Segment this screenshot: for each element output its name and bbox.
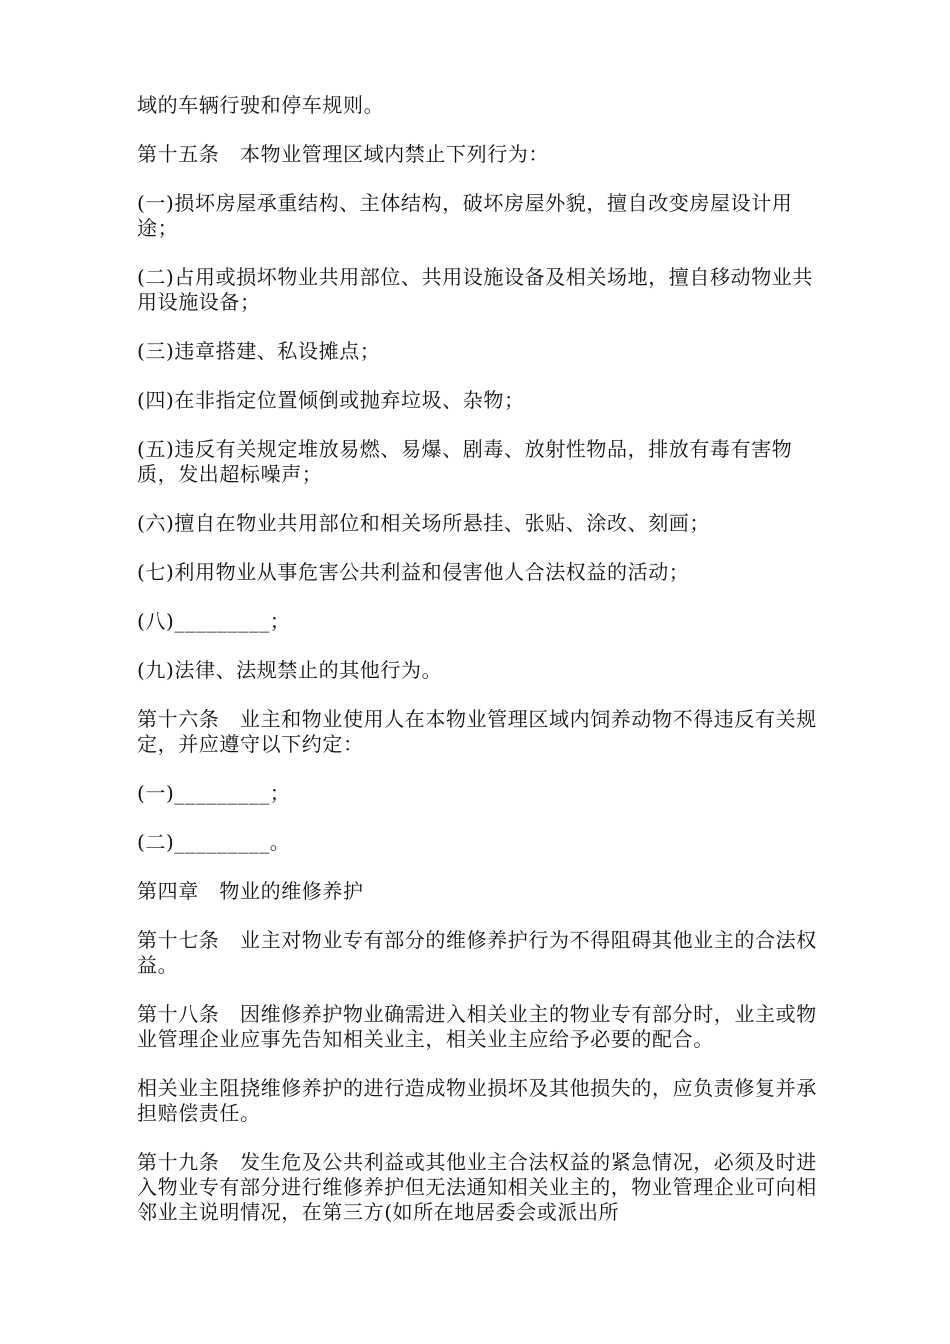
paragraph-article-15-item-5: (五)违反有关规定堆放易燃、易爆、剧毒、放射性物品，排放有毒有害物质，发出超标噪声； <box>137 437 793 486</box>
paragraph-rule-14-end: 域的车辆行驶和停车规则。 <box>137 93 385 117</box>
paragraph-article-15-item-4: (四)在非指定位置倾倒或抛弃垃圾、杂物； <box>137 388 525 412</box>
paragraph-article-15-item-6: (六)擅自在物业共用部位和相关场所悬挂、张贴、涂改、刻画； <box>137 511 711 535</box>
paragraph-article-19: 第十九条 发生危及公共利益或其他业主合法权益的紧急情况，必须及时进入物业专有部分进行维修养护但无法通知相关业主的，物业管理企业可向相邻业主说明情况，在第三方(如所在地居委会或派出所 <box>137 1150 817 1224</box>
chapter-4-heading: 第四章 物业的维修养护 <box>137 879 364 903</box>
paragraph-article-18: 第十八条 因维修养护物业确需进入相关业主的物业专有部分时，业主或物业管理企业应事先告知相关业主，相关业主应给予必要的配合。 <box>137 1002 817 1051</box>
paragraph-article-15: 第十五条 本物业管理区域内禁止下列行为： <box>137 142 549 166</box>
paragraph-article-17: 第十七条 业主对物业专有部分的维修养护行为不得阻碍其他业主的合法权益。 <box>137 928 817 977</box>
paragraph-article-15-item-9: (九)法律、法规禁止的其他行为。 <box>137 658 443 682</box>
paragraph-article-15-item-8-blank: (八)_________； <box>137 609 291 633</box>
document-body <box>137 93 821 1249</box>
paragraph-article-18-cont: 相关业主阻挠维修养护的进行造成物业损坏及其他损失的，应负责修复并承担赔偿责任。 <box>137 1076 817 1125</box>
paragraph-article-15-item-1: (一)损坏房屋承重结构、主体结构，破坏房屋外貌，擅自改变房屋设计用途； <box>137 191 793 240</box>
paragraph-article-16: 第十六条 业主和物业使用人在本物业管理区域内饲养动物不得违反有关规定，并应遵守以下约定： <box>137 707 817 756</box>
paragraph-article-15-item-7: (七)利用物业从事危害公共利益和侵害他人合法权益的活动； <box>137 560 690 584</box>
paragraph-article-16-item-2-blank: (二)_________。 <box>137 830 291 854</box>
paragraph-article-15-item-3: (三)违章搭建、私设摊点； <box>137 339 381 363</box>
paragraph-article-16-item-1-blank: (一)_________； <box>137 781 291 805</box>
paragraph-article-15-item-2: (二)占用或损坏物业共用部位、共用设施设备及相关场地，擅自移动物业共用设施设备； <box>137 265 814 314</box>
